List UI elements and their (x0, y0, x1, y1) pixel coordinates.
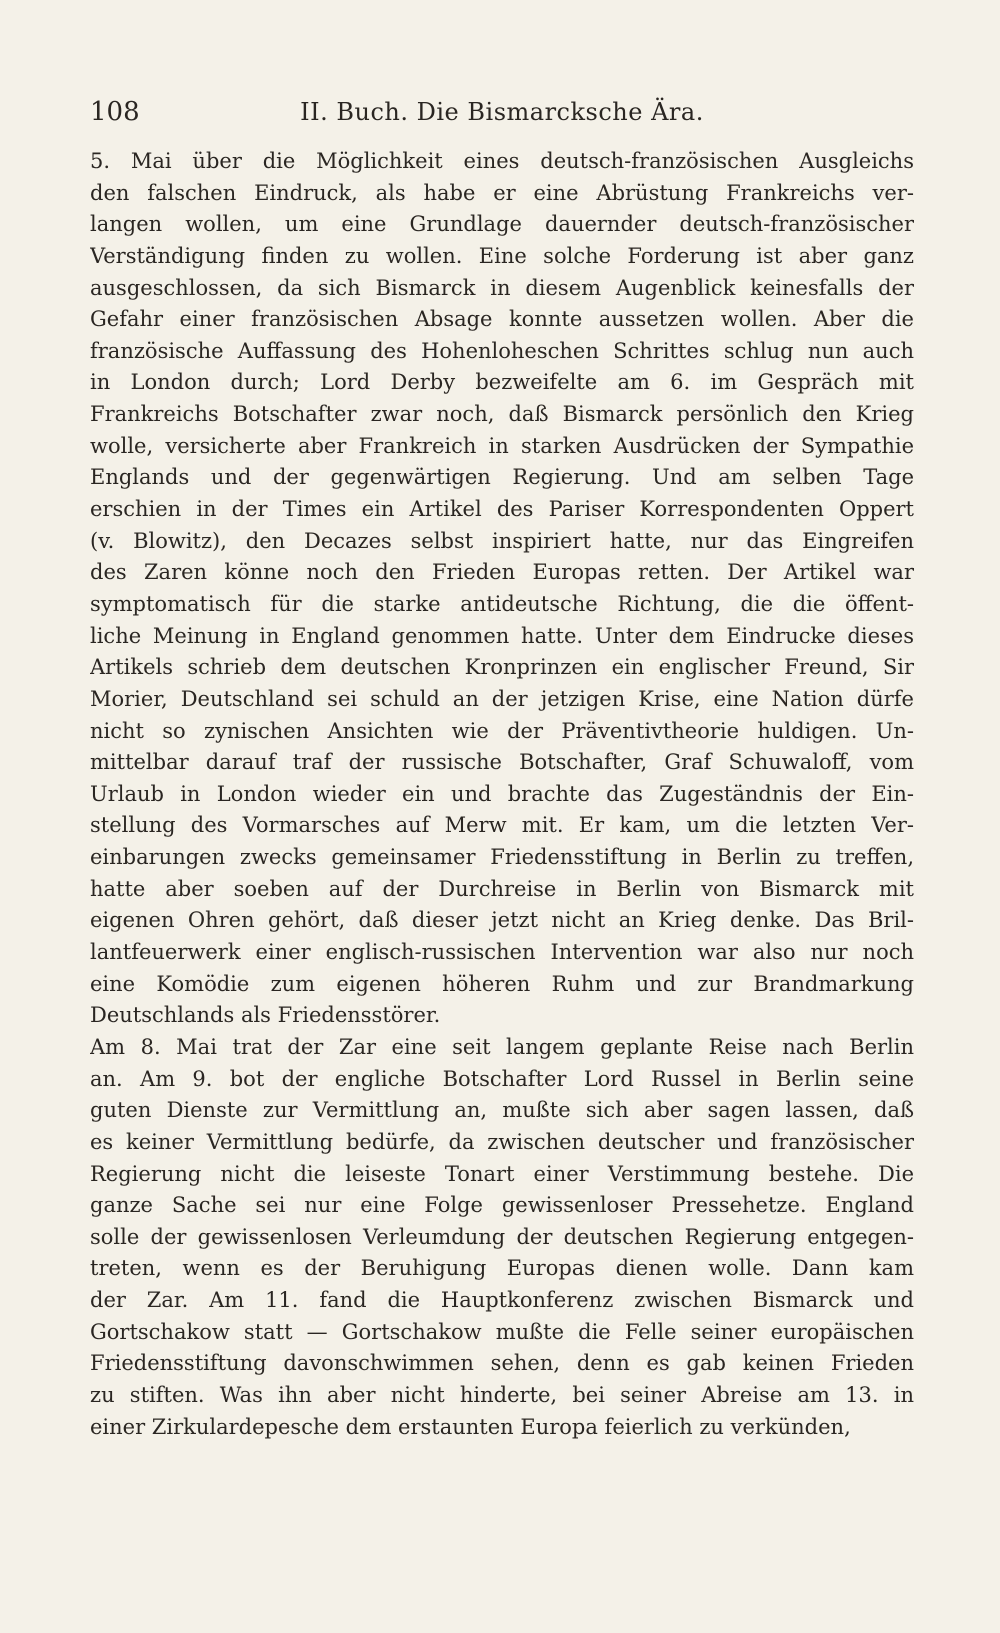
text-line: 5. Mai über die Möglichkeit eines deutsch-französischen Ausgleichs (90, 149, 914, 173)
text-line: Englands und der gegenwärtigen Regierung. Und am selben Tage (90, 465, 914, 490)
text-line: den falschen Eindruck, als habe er eine Abrüstung Frankreichs ver- (90, 180, 914, 205)
body-text (90, 146, 914, 1443)
page-number: 108 (90, 97, 140, 127)
text-line: solle der gewissenlosen Verleumdung der deutschen Regierung entgegen- (90, 1224, 914, 1249)
text-line: Deutschlands als Friedensstörer. (90, 1003, 441, 1028)
text-line: der Zar. Am 11. fand die Hauptkonferenz zwischen Bismarck und (90, 1288, 914, 1313)
paragraph (90, 146, 914, 1032)
text-line: eine Komödie zum eigenen höheren Ruhm und zur Brandmarkung (90, 971, 914, 996)
text-line: guten Dienste zur Vermittlung an, mußte sich aber sagen lassen, daß (90, 1098, 914, 1123)
text-line: in London durch; Lord Derby bezweifelte am 6. im Gespräch mit (90, 370, 914, 395)
text-line: Artikels schrieb dem deutschen Kronprinzen ein englischer Freund, Sir (90, 655, 914, 680)
text-line: langen wollen, um eine Grundlage dauernder deutsch-französischer (90, 212, 914, 237)
text-line: Regierung nicht die leiseste Tonart einer Verstimmung bestehe. Die (90, 1161, 914, 1186)
text-line: (v. Blowitz), den Decazes selbst inspiriert hatte, nur das Eingreifen (90, 528, 914, 553)
text-line: hatte aber soeben auf der Durchreise in Berlin von Bismarck mit (90, 876, 914, 901)
text-line: des Zaren könne noch den Frieden Europas retten. Der Artikel war (90, 560, 914, 585)
text-line: Verständigung finden zu wollen. Eine solche Forderung ist aber ganz (90, 243, 914, 268)
text-line: französische Auffassung des Hohenloheschen Schrittes schlug nun auch (90, 338, 914, 363)
text-line: nicht so zynischen Ansichten wie der Präventivtheorie huldigen. Un- (90, 718, 914, 743)
text-line: ganze Sache sei nur eine Folge gewissenloser Pressehetze. England (90, 1193, 914, 1218)
text-line: Gortschakow statt — Gortschakow mußte die Felle seiner europäischen (90, 1319, 914, 1344)
book-page (90, 92, 914, 1443)
text-line: Friedensstiftung davonschwimmen sehen, denn es gab keinen Frieden (90, 1351, 914, 1376)
text-line: treten, wenn es der Beruhigung Europas dienen wolle. Dann kam (90, 1256, 914, 1281)
text-line: Frankreichs Botschafter zwar noch, daß Bismarck persönlich den Krieg (90, 402, 914, 427)
text-line: es keiner Vermittlung bedürfe, da zwischen deutscher und französischer (90, 1129, 914, 1154)
text-line: liche Meinung in England genommen hatte. Unter dem Eindrucke dieses (90, 623, 914, 648)
text-line: erschien in der Times ein Artikel des Pariser Korrespondenten Oppert (90, 497, 914, 522)
text-line: zu stiften. Was ihn aber nicht hinderte, bei seiner Abreise am 13. in (90, 1382, 914, 1407)
text-line: symptomatisch für die starke antideutsche Richtung, die die öffent- (90, 591, 914, 616)
text-line: einbarungen zwecks gemeinsamer Friedensstiftung in Berlin zu treffen, (90, 845, 914, 870)
paragraph-container (90, 146, 914, 1443)
running-head (90, 92, 914, 132)
text-line: stellung des Vormarsches auf Merw mit. Er kam, um die letzten Ver- (90, 813, 914, 838)
text-line: lantfeuerwerk einer englisch-russischen Intervention war also nur noch (90, 940, 914, 965)
text-line: Urlaub in London wieder ein und brachte das Zugeständnis der Ein- (90, 781, 914, 806)
running-head-title: II. Buch. Die Bismarcksche Ära. (300, 98, 704, 126)
text-line: Morier, Deutschland sei schuld an der jetzigen Krise, eine Nation dürfe (90, 686, 914, 711)
text-line: Am 8. Mai trat der Zar eine seit langem geplante Reise nach Berlin (90, 1034, 914, 1059)
text-line: wolle, versicherte aber Frankreich in starken Ausdrücken der Sympathie (90, 433, 914, 458)
text-line: an. Am 9. bot der engliche Botschafter Lord Russel in Berlin seine (90, 1066, 914, 1091)
text-line: ausgeschlossen, da sich Bismarck in diesem Augenblick keinesfalls der (90, 275, 914, 300)
text-line: mittelbar darauf traf der russische Botschafter, Graf Schuwaloff, vom (90, 750, 914, 775)
text-line: einer Zirkulardepesche dem erstaunten Europa feierlich zu verkünden, (90, 1414, 851, 1439)
paragraph (90, 1032, 914, 1443)
text-line: eigenen Ohren gehört, daß dieser jetzt nicht an Krieg denke. Das Bril- (90, 908, 914, 933)
text-line: Gefahr einer französischen Absage konnte aussetzen wollen. Aber die (90, 307, 914, 332)
